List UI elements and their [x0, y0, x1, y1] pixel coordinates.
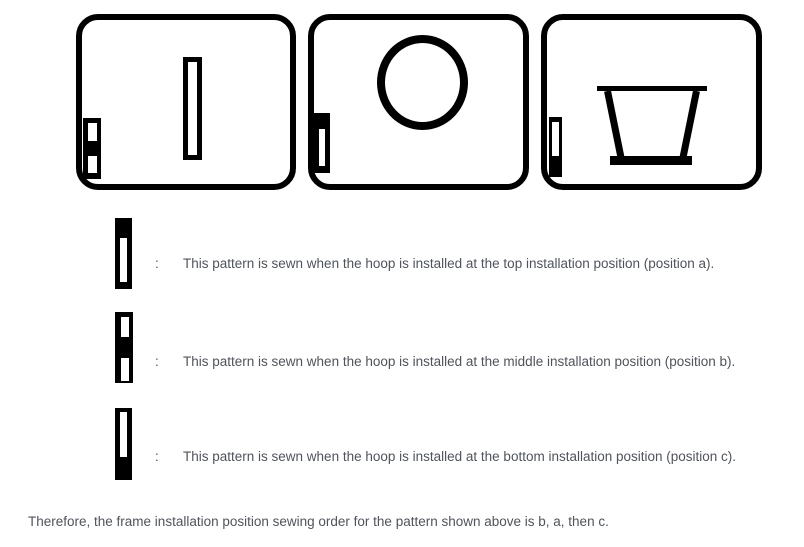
circle-pattern-icon — [377, 35, 468, 130]
pattern-panel-top-position — [308, 14, 529, 190]
legend-separator: : — [155, 354, 159, 369]
indicator-slot — [121, 317, 129, 337]
indicator-slot — [120, 412, 127, 457]
hoop-position-middle-icon — [115, 312, 133, 383]
hoop-position-top-icon — [115, 218, 132, 289]
indicator-slot — [319, 129, 325, 166]
indicator-slot — [120, 238, 127, 282]
pattern-panel-bottom-position — [541, 14, 762, 190]
pattern-panel-middle-position — [76, 14, 296, 190]
legend-separator: : — [155, 256, 159, 271]
trapezoid-pattern-icon — [547, 20, 756, 184]
conclusion-text: Therefore, the frame installation position sewing order for the pattern shown above is b, a, then c. — [28, 514, 609, 529]
legend-text-bottom-position: This pattern is sewn when the hoop is installed at the bottom installation position (position c). — [183, 449, 737, 464]
hoop-position-middle-icon — [83, 118, 101, 179]
legend-text-middle-position: This pattern is sewn when the hoop is installed at the middle installation position (position b). — [183, 354, 736, 369]
indicator-slot — [88, 156, 97, 173]
legend-separator: : — [155, 449, 159, 464]
vertical-bar-pattern-icon — [183, 57, 202, 160]
hoop-position-bottom-icon — [115, 408, 132, 480]
indicator-slot — [121, 358, 129, 381]
hoop-position-top-icon — [314, 113, 330, 173]
legend-text-top-position: This pattern is sewn when the hoop is installed at the top installation position (position a). — [183, 256, 715, 271]
indicator-slot — [88, 123, 97, 141]
